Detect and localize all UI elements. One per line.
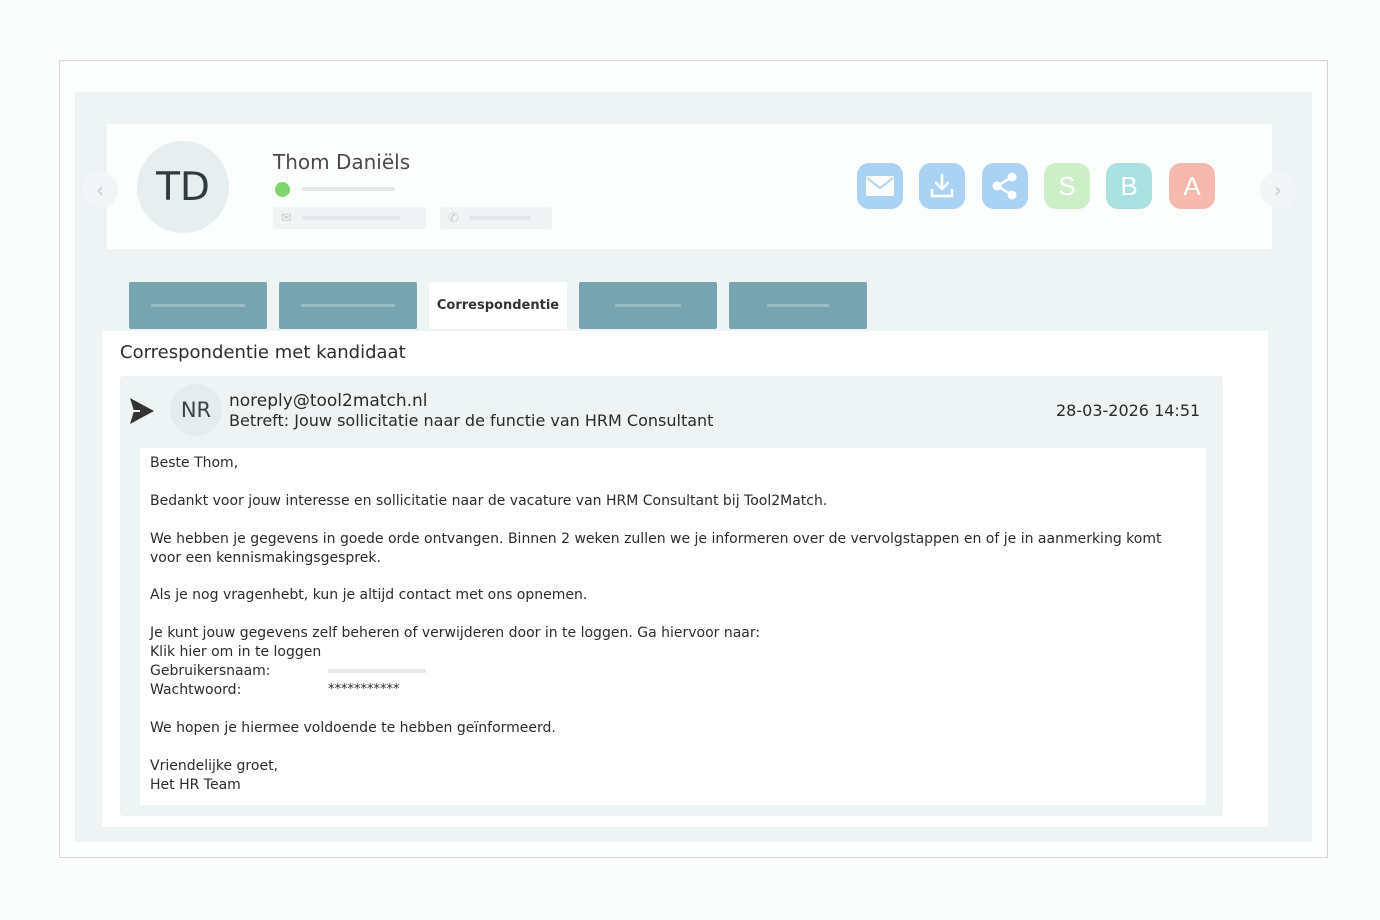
tab-5[interactable]	[729, 282, 867, 329]
mail-body	[140, 448, 1206, 805]
mail-paragraph: Bedankt voor jouw interesse en sollicitatie naar de vacature van HRM Consultant bij Tool2Match.	[150, 493, 828, 509]
email-action-button[interactable]	[857, 163, 903, 209]
mail-signature: Het HR Team	[150, 777, 241, 793]
send-icon	[128, 396, 156, 426]
tab-placeholder	[615, 304, 681, 307]
tab-2[interactable]	[279, 282, 417, 329]
mail-subject: Betreft: Jouw sollicitatie naar de functie van HRM Consultant	[229, 411, 714, 430]
download-action-button[interactable]	[919, 163, 965, 209]
password-label: Wachtwoord:	[150, 682, 242, 698]
share-icon	[990, 171, 1020, 201]
mail-paragraph: Als je nog vragenhebt, kun je altijd contact met ons opnemen.	[150, 587, 588, 603]
mail-paragraph: Je kunt jouw gegevens zelf beheren of verwijderen door in te loggen. Ga hiervoor naar:	[150, 625, 761, 641]
phone-placeholder	[469, 216, 531, 220]
download-icon	[928, 172, 956, 200]
status-a-button[interactable]: A	[1169, 163, 1215, 209]
mail-paragraph: We hopen je hiermee voldoende te hebben geïnformeerd.	[150, 720, 556, 736]
mail-closing: Vriendelijke groet,	[150, 758, 279, 774]
username-label: Gebruikersnaam:	[150, 663, 271, 679]
candidate-phone-chip[interactable]	[440, 207, 552, 229]
candidate-name: Thom Daniëls	[273, 150, 411, 174]
chevron-right-icon[interactable]: ›	[1260, 172, 1296, 208]
envelope-icon	[865, 175, 895, 197]
status-s-button[interactable]: S	[1044, 163, 1090, 209]
tab-placeholder	[767, 304, 829, 307]
email-placeholder	[302, 216, 400, 220]
phone-icon: ✆	[448, 210, 459, 226]
section-title: Correspondentie met kandidaat	[120, 342, 406, 363]
tab-placeholder	[301, 304, 395, 307]
tab-placeholder	[151, 304, 245, 307]
status-placeholder	[302, 187, 395, 191]
tab-1[interactable]	[129, 282, 267, 329]
candidate-email-chip[interactable]	[273, 207, 426, 229]
username-placeholder	[328, 669, 426, 673]
envelope-icon: ✉	[281, 210, 292, 226]
login-link[interactable]: Klik hier om in te loggen	[150, 644, 322, 660]
mail-greeting: Beste Thom,	[150, 455, 239, 471]
mail-sender: noreply@tool2match.nl	[229, 391, 428, 411]
mail-paragraph: We hebben je gegevens in goede orde ontvangen. Binnen 2 weken zullen we je informeren over de vervolgstappen en of je in aanmerking komt voor een kennismakingsgesprek.	[150, 531, 1162, 566]
sender-avatar: NR	[170, 384, 222, 436]
candidate-avatar: TD	[137, 141, 229, 233]
tab-correspondentie[interactable]: Correspondentie	[429, 282, 567, 329]
mail-date: 28-03-2026 14:51	[1056, 401, 1201, 420]
chevron-left-icon[interactable]: ‹	[82, 172, 118, 208]
status-b-button[interactable]: B	[1106, 163, 1152, 209]
share-action-button[interactable]	[982, 163, 1028, 209]
tab-4[interactable]	[579, 282, 717, 329]
online-status-dot	[275, 182, 290, 197]
password-value: ***********	[328, 682, 400, 697]
